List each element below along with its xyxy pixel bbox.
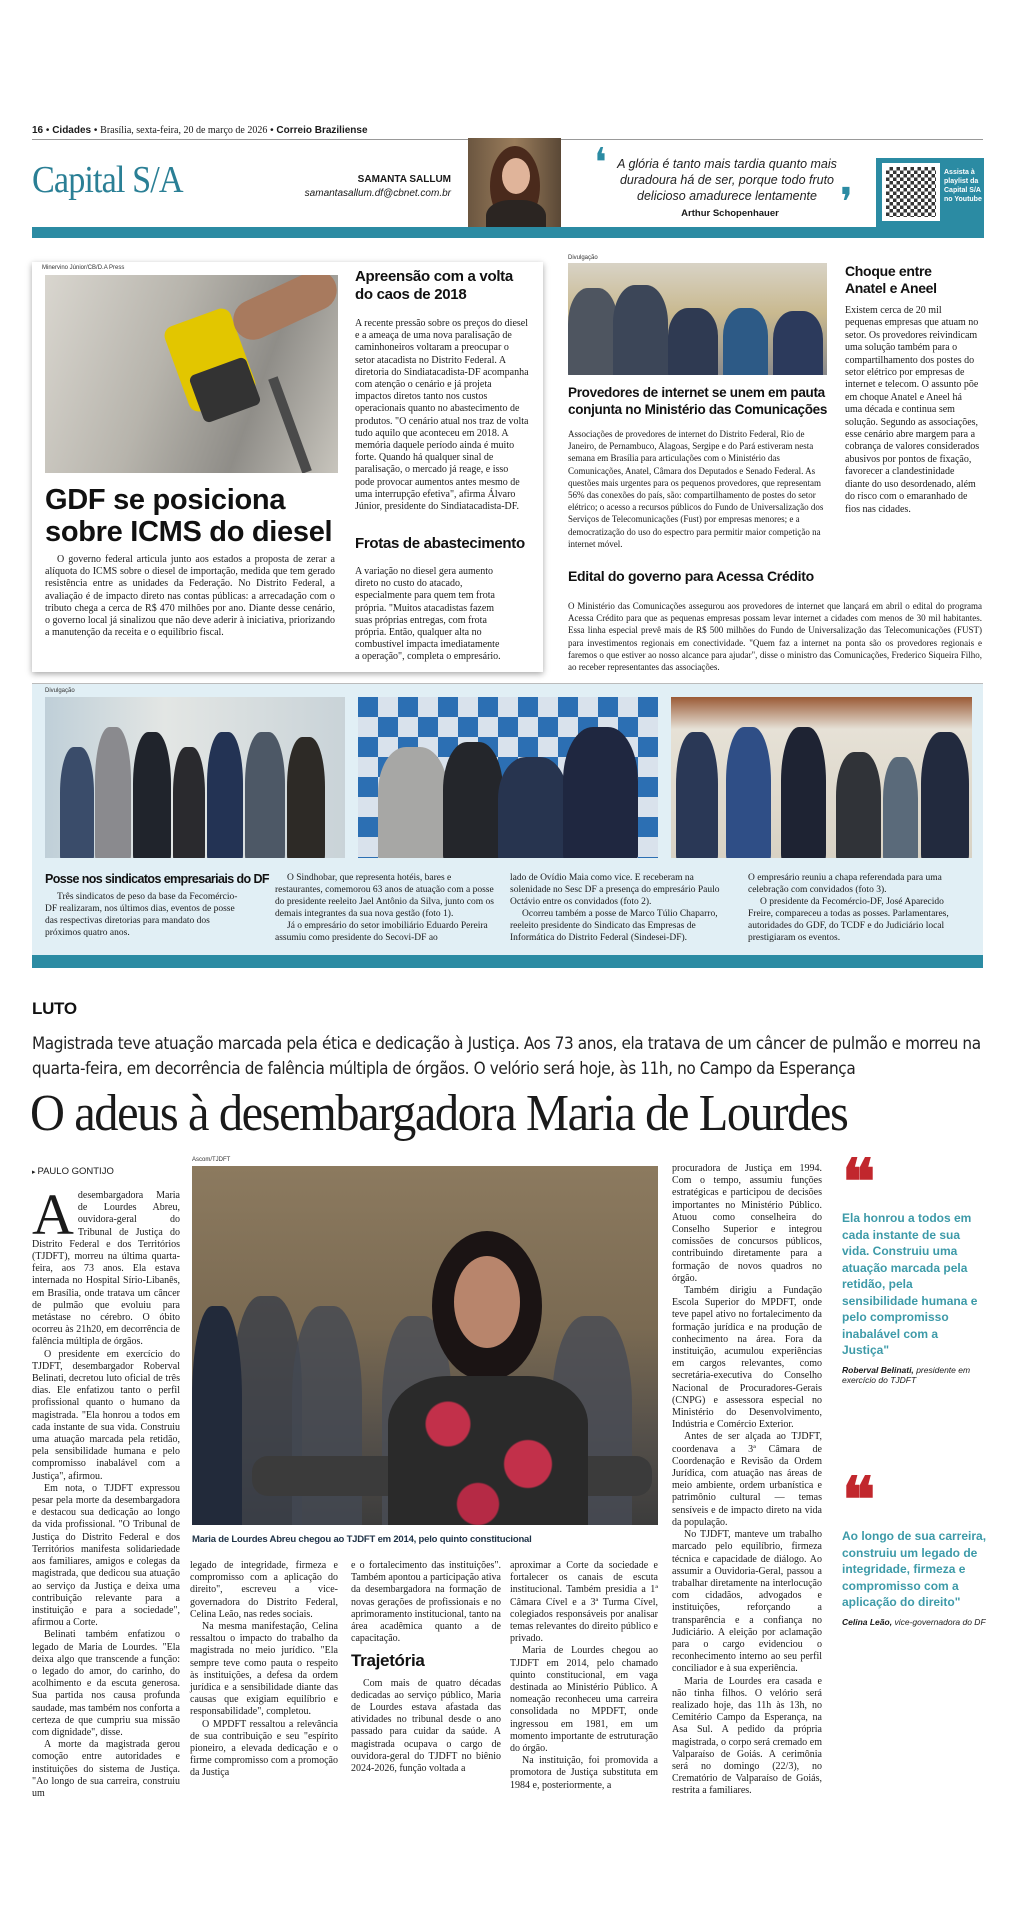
article-headline: O adeus à desembargadora Maria de Lourdes — [30, 1085, 848, 1142]
byline-arrow-icon: ▸ — [32, 1169, 38, 1176]
posse-col-4: O empresário reuniu a chapa referendada para uma celebração com convidados (foto 3). O presidente da Fecomércio-DF, José Aparecido Freire, compareceu a todas as posses. Parlamentares, autoridades do GDF, do TCDF e do Judiciário local prestigiaram os eventos. — [748, 873, 949, 943]
column-band — [32, 227, 983, 238]
photo-credit: Divulgação — [568, 255, 598, 261]
posse-col-3: lado de Ovídio Maia como vice. E receberam na solenidade no Sesc DF a presença do empresário Paulo Octávio entre os convidados (foto 2). Ocorreu também a posse de Marco Túlio Chaparro, reeleito presidente do Sindicato das Empresas de Informática do Distrito Federal (Sindesei-DF). — [510, 873, 720, 943]
article-col-4: aproximar a Corte da sociedade e fortalecer os canais de escuta institucional. Também presidia a 1ª Câmara Cível e a 3ª Turma Cível, colegiados responsáveis por analisar temas relevantes do direito público e privado. Maria de Lourdes chegou ao TJDFT em 2014, pelo chamado quinto constitucional, em vaga destinada ao Ministério Público. A nomeação reconheceu uma carreira consolidada no MPDFT, onde ingressou em 1981, em um momento importante de estruturação do órgão. Na instituição, foi promovida a promotora de Justiça substituta em 1984 e, posteriormente, a — [510, 1560, 658, 1791]
columnist-photo — [468, 138, 561, 228]
close-quote-icon: ❜ — [840, 180, 853, 226]
qr-caption: Assista à playlist da Capital S/A no Youtube — [944, 169, 982, 203]
posse-photo-3 — [671, 697, 972, 858]
page-number: 16 — [32, 125, 44, 136]
quote-author-role: presidente em exercício do TJDFT — [842, 1364, 971, 1385]
columnist-email: samantasallum.df@cbnet.com.br — [304, 188, 451, 199]
posse-col-1: Três sindicatos de peso da base da Fecomércio-DF realizaram, nos últimos dias, eventos de posse das respectivas diretorias para mandato dos próximos quatro anos. — [45, 892, 238, 938]
quote-mark-icon: ❝ — [842, 1463, 870, 1536]
photo-credit: Ascom/TJDFT — [192, 1157, 231, 1163]
drop-cap: A — [32, 1182, 74, 1247]
internet-headline: Provedores de internet se unem em pauta conjunta no Ministério das Comunicações — [568, 385, 828, 417]
columnist-name: SAMANTA SALLUM — [357, 174, 451, 185]
posse-photo-2 — [358, 697, 658, 858]
side-title-apreensao: Apreensão com a volta do caos de 2018 — [355, 268, 513, 303]
pull-quote-text: Ela honrou a todos em cada instante de sua vida. Construiu uma atuação marcada pela retidão, pela sensibilidade humana e pelo compromisso inabalável com a Justiça" — [842, 1211, 978, 1357]
diesel-headline: GDF se posiciona sobre ICMS do diesel — [45, 484, 333, 548]
article-col-2: legado de integridade, firmeza e compromisso com a aplicação do direito", escreveu a vice-governadora do Distrito Federal, Celina Leão, nas redes sociais. Na mesma manifestação, Celina ressaltou o impacto do trabalho da magistrada no meio jurídico. "Ela sempre teve como pauta o respeito às instituições, a defesa da ordem jurídica e a sensibilidade diante das causas que exigiam equilíbrio e responsabilidade", completou. O MPDFT ressaltou a relevância de sua contribuição e seu "espírito pioneiro, a elevada dedicação e o firme compromisso com a promoção da Justiça — [190, 1560, 338, 1779]
edital-headline: Edital do governo para Acessa Crédito — [568, 568, 814, 584]
posse-band — [32, 955, 983, 968]
quote-author: Roberval Belinati, — [842, 1364, 914, 1375]
edital-body: O Ministério das Comunicações assegurou aos provedores de internet que lançará em abril o edital do programa Acessa Crédito para que as pequenas empresas possam levar internet a cidades com menos de 30 mil habitantes. Essa linha especial prevê mais de R$ 500 milhões do Fundo de Universalização das Telecomunicações (FUST) para investimentos regionais em conectividade. "Quem faz a internet na ponta são os provedores regionais e faremos o que estiver ao nosso alcance para ajudar", disse o ministro das Comunicações, Frederico Siqueira Filho, ao receber representantes das associações. — [568, 601, 982, 673]
quote-author-role: vice-governadora do DF — [894, 1616, 986, 1627]
article-col-1: A desembargadora Maria de Lourdes Abreu, ouvidora-geral do Tribunal de Justiça do Distrito Federal e dos Territórios (TJDFT), morreu na última quarta-feira, aos 73 anos. Ela estava internada no Hospital Sírio-Libanês, em Brasília, onde tratava um câncer de pulmão que evoluiu para metástase no cérebro. O óbito ocorreu às 21h20, em decorrência de falência múltipla de órgãos. O presidente em exercício do TJDFT, desembargador Roberval Belinati, decretou luto oficial de três dias. Ele enfatizou tanto o perfil profissional quanto o humano da magistrada. "Ela honrou a todos em cada instante de sua vida. Construiu uma atuação marcada pela retidão, pela sensibilidade humana e pelo compromisso inabalável com a Justiça", afirmou. Em nota, o TJDFT expressou pesar pela morte da desembargadora e destacou sua dedicação ao longo da vida profissional. "O Tribunal de Justiça do Distrito Federal e dos Territórios manifesta solidariedade aos familiares, amigos e colegas da magistrada, que dedicou sua atuação ao serviço da Justiça e deixa uma contribuição relevante para a instituição e para a sociedade", afirmou a Corte. Belinati também enfatizou o legado de Maria de Lourdes. "Ela deixa algo que transcende a função: o legado do amor, do carinho, do acolhimento e da escuta generosa. Sua partida nos causa profunda saudade, mas também nos conforta a certeza de que cumpriu sua missão com dignidade", disse. A morte da magistrada gerou comoção entre autoridades e instituições do sistema de Justiça. "Ao longo de sua carreira, construiu um — [32, 1182, 180, 1799]
side-body-apreensao: A recente pressão sobre os preços do diesel e a ameaça de uma nova paralisação de caminhoneiros voltaram a preocupar o setor atacadista no Distrito Federal. A diretoria do Sindiatacadista-DF acompanha com atenção o cenário e já projeta impactos diretos tanto nos custos operacionais quanto no abastecimento de produtos. "O cenário atual nos traz de volta tudo aquilo que aconteceu em 2018. A memória daquele período ainda é muito forte. Quando há qualquer sinal de paralisação, o mercado já reage, e isso pode provocar aumentos antes mesmo de uma interrupção efetiva", afirma Álvaro Júnior, presidente do Sindiatacadista-DF. — [355, 318, 529, 513]
side-body-choque: Existem cerca de 20 mil pequenas empresas que atuam no setor. Os provedores reivindicam uma solução também para o compartilhamento dos postes do setor elétrico por empresas de internet e telecom. O assunto põe em choque Anatel e Aneel há uma década e continua sem solução. Segundo as associações, esse cenário abre margem para a cobrança de valores considerados abusivos por pontos de fixação, favorecer a clandestinidade diante do uso desordenado, além do risco com o emaranhado de fios nas cidades. — [845, 305, 980, 515]
section-name: Cidades — [52, 125, 92, 136]
providers-meeting-photo — [568, 263, 827, 375]
quote-author: Celina Leão, — [842, 1616, 893, 1627]
column-logo: Capital S/A — [32, 159, 183, 201]
maria-de-lourdes-photo — [192, 1166, 658, 1525]
fuel-pump-photo — [45, 275, 338, 473]
epigraph-quote: A glória é tanto mais tardia quanto mais duradoura há de ser, porque todo fruto delicioso amadurece lentamente — [617, 157, 837, 203]
page-folio: 16 • Cidades • Brasília, sexta-feira, 20 de março de 2026 • Correio Braziliense — [32, 125, 368, 136]
kicker: LUTO — [32, 999, 77, 1018]
side-body-frotas: A variação no diesel gera aumento direto no custo do atacado, especialmente para quem tem frota própria. "Muitos atacadistas fazem suas próprias entregas, com frota própria. Então, qualquer alta no combustível impacta imediatamente a operação", completa o empresário. — [355, 566, 501, 663]
qr-code[interactable] — [882, 163, 940, 221]
pull-quote-text: Ao longo de sua carreira, construiu um legado de integridade, firmeza e compromisso com a aplicação do direito" — [842, 1529, 987, 1609]
pull-quote-celina — [842, 1463, 987, 1627]
photo-credit: Divulgação — [45, 688, 75, 694]
article-col-3: e o fortalecimento das instituições". Também apontou a participação ativa da desembargadora na formação de novas gerações de profissionais e no aprimoramento institucional, tanto na área acadêmica quanto a de capacitação. Trajetória Com mais de quatro décadas dedicadas ao serviço público, Maria de Lourdes estava afastada das atividades no tribunal desde o ano passado para cuidar da saúde. A magistrada ocupava o cargo de ouvidora-geral do TJDFT no biênio 2024-2026, função voltada a — [351, 1560, 501, 1775]
photo-caption: Maria de Lourdes Abreu chegou ao TJDFT em 2014, pelo quinto constitucional — [192, 1534, 532, 1545]
posse-photo-1 — [45, 697, 345, 858]
open-quote-icon: ❛ — [594, 140, 607, 186]
youtube-playlist-box[interactable] — [876, 158, 984, 238]
photo-credit: Minervino Júnior/CB/D.A Press — [42, 265, 125, 271]
diesel-body: O governo federal articula junto aos estados a proposta de zerar a alíquota do ICMS sobre o diesel de importação, medida que tem gerado resistência entre as unidades da Federação. No Distrito Federal, a avaliação é de impacto direto nas contas públicas: a arrecadação com o tributo chega a cerca de R$ 470 milhões por ano. Diante desse cenário, o governo local já sinalizou que não deve aderir à iniciativa, priorizando a manutenção da receita e o equilíbrio fiscal. — [45, 554, 335, 639]
internet-body: Associações de provedores de internet do Distrito Federal, Rio de Janeiro, de Pernambuco, Alagoas, Sergipe e do Pará estiveram nesta semana em Brasília para articulações com o Ministério das Comunicações, Anatel, Câmara dos Deputados e Senado Federal. As questões mais urgentes para os pequenos provedores, que representam 56% das conexões do país, são: compartilhamento de postes do setor elétrico; o acesso a recursos públicos do Fundo de Universalização dos Serviços de Telecomunicações (Fust) por empresas menores; e a democratização do uso do espectro para permitir maior competição na internet móvel. — [568, 429, 824, 549]
article-col-5: procuradora de Justiça em 1994. Com o tempo, assumiu funções estratégicas e participou de decisões importantes no Ministério Público. Atuou como conselheira do Conselho Superior e integrou comissões de concursos públicos, contribuindo diretamente para a formação de novos quadros no órgão. Também dirigiu a Fundação Escola Superior do MPDFT, onde teve papel ativo no fortalecimento da formação jurídica e na produção de conhecimento na área. Fora da instituição, acumulou experiências em cargos relevantes, como secretária-executiva do Conselho Nacional de Procuradores-Gerais (CNPG) e assessora especial no Ministério do Desenvolvimento, Indústria e Comércio Exterior. Antes de ser alçada ao TJDFT, coordenava a 3ª Câmara de Coordenação e Revisão da Ordem Jurídica, com atuação nas áreas de meio ambiente, ordem urbanística e patrimônio cultural — temas sensíveis e de impacto direto na vida da população. No TJDFT, manteve um trabalho marcado pelo equilíbrio, firmeza técnica e capacidade de diálogo. Ao assumir a Ouvidoria-Geral, passou a trabalhar diretamente na interlocução com cidadãos, advogados e instituições, reforçando a transparência e a confiança no Judiciário. A eleição por aclamação para o cargo evidenciou o reconhecimento interno ao seu perfil conciliador e à sua experiência. Maria de Lourdes era casada e não tinha filhos. O velório será realizado hoje, das 11h às 13h, no Cemitério Campo da Esperança, na Asa Sul. A pedido da própria magistrada, o corpo será cremado em Valparaíso de Goiás. A cerimônia será no domingo (22/3), no Crematório de Valparaíso de Goiás, restrita a familiares. — [672, 1163, 822, 1797]
newspaper-name: Correio Braziliense — [276, 125, 368, 136]
dateline: Brasília, sexta-feira, 20 de março de 2026 — [100, 125, 268, 136]
posse-headline: Posse nos sindicatos empresariais do DF — [45, 872, 269, 886]
subhead-trajetoria: Trajetória — [351, 1651, 425, 1671]
side-title-choque: Choque entre Anatel e Aneel — [845, 263, 937, 296]
posse-col-2: O Sindhobar, que representa hotéis, bares e restaurantes, comemorou 63 anos de atuação com a posse do presidente reeleito Jael Antônio da Silva, junto com os demais integrantes da sua nova gestão (foto 1). Já o empresário do setor imobiliário Eduardo Pereira assumiu como presidente do Secovi-DF ao — [275, 873, 494, 943]
epigraph-author: Arthur Schopenhauer — [681, 208, 779, 219]
side-title-frotas: Frotas de abastecimento — [355, 535, 525, 552]
quote-mark-icon: ❝ — [842, 1145, 870, 1218]
byline: ▸ PAULO GONTIJO — [32, 1166, 114, 1177]
pull-quote-belinati — [842, 1145, 987, 1385]
deck: Magistrada teve atuação marcada pela ética e dedicação à Justiça. Aos 73 anos, ela tratava de um câncer de pulmão e morreu na quarta-feira, em decorrência de falência múltipla de órgãos. O velório será hoje, às 11h, no Campo da Esperança — [32, 1034, 981, 1079]
